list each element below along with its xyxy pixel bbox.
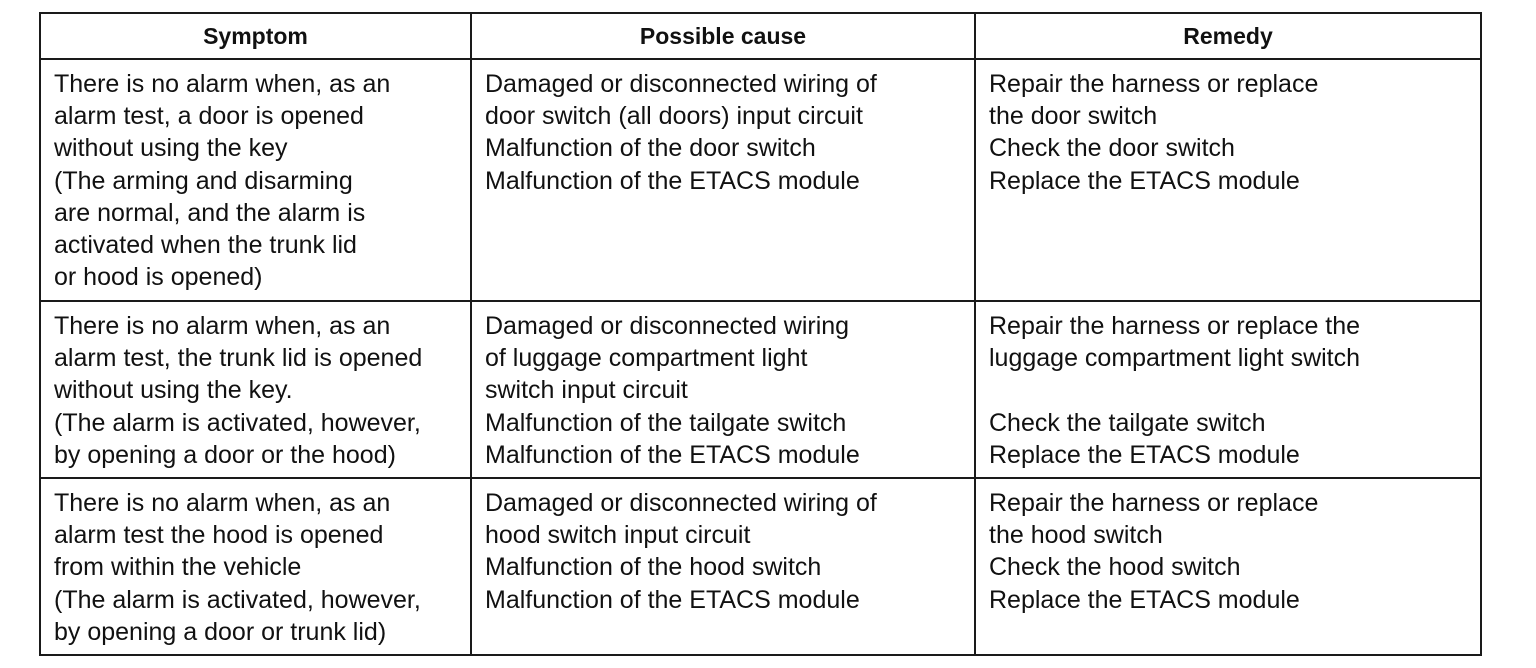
remedy-line: Check the tailgate switch [989, 408, 1266, 437]
remedy-line: Check the hood switch [989, 553, 1241, 582]
cause-cell [471, 478, 975, 655]
symptom-line: alarm test, a door is opened [54, 102, 364, 131]
cause-line: Damaged or disconnected wiring [485, 312, 850, 340]
table-body [40, 59, 1481, 655]
cause-line: switch input circuit [485, 376, 688, 405]
cause-line: Malfunction of the ETACS module [485, 440, 860, 469]
cause-line: of luggage compartment light [485, 344, 808, 373]
header-symptom: Symptom [40, 13, 471, 59]
remedy-line: Repair the harness or replace [989, 70, 1319, 98]
remedy-line: Replace the ETACS module [989, 166, 1300, 195]
remedy-line: luggage compartment light switch [989, 344, 1361, 373]
symptom-line: (The arming and disarming [54, 166, 353, 195]
remedy-line [989, 374, 1474, 406]
cause-line: Malfunction of the door switch [485, 134, 816, 163]
symptom-cell [40, 301, 471, 478]
header-possible-cause: Possible cause [471, 13, 975, 59]
cause-line: Malfunction of the ETACS module [485, 585, 860, 614]
remedy-line: Repair the harness or replace the [989, 312, 1361, 340]
symptom-line: activated when the trunk lid [54, 231, 357, 260]
table-row [40, 478, 1481, 655]
troubleshooting-table [39, 12, 1482, 656]
cause-line: door switch (all doors) input circuit [485, 102, 863, 131]
symptom-line: from within the vehicle [54, 553, 302, 582]
remedy-cell [975, 59, 1481, 301]
header-remedy: Remedy [975, 13, 1481, 59]
remedy-line: Replace the ETACS module [989, 585, 1300, 614]
symptom-line: alarm test the hood is opened [54, 521, 384, 550]
symptom-line: (The alarm is activated, however, [54, 585, 421, 614]
remedy-line: Check the door switch [989, 134, 1235, 163]
symptom-line: There is no alarm when, as an [54, 70, 391, 98]
symptom-line: by opening a door or the hood) [54, 440, 396, 469]
remedy-line: the hood switch [989, 521, 1163, 550]
table-row [40, 301, 1481, 478]
symptom-line: alarm test, the trunk lid is opened [54, 344, 423, 373]
remedy-line: the door switch [989, 102, 1158, 131]
remedy-line: Replace the ETACS module [989, 440, 1300, 469]
symptom-line: or hood is opened) [54, 263, 263, 292]
symptom-line: by opening a door or trunk lid) [54, 617, 387, 646]
table-row [40, 59, 1481, 301]
symptom-cell [40, 478, 471, 655]
symptom-line: without using the key [54, 134, 288, 163]
cause-cell [471, 301, 975, 478]
symptom-line: are normal, and the alarm is [54, 198, 366, 227]
table-header [40, 13, 1481, 59]
header-row [40, 13, 1481, 59]
cause-cell [471, 59, 975, 301]
remedy-cell [975, 478, 1481, 655]
symptom-line: There is no alarm when, as an [54, 312, 391, 340]
remedy-cell [975, 301, 1481, 478]
cause-line: hood switch input circuit [485, 521, 751, 550]
cause-line: Malfunction of the tailgate switch [485, 408, 847, 437]
symptom-cell [40, 59, 471, 301]
symptom-line: There is no alarm when, as an [54, 489, 391, 518]
cause-line: Damaged or disconnected wiring of [485, 70, 877, 98]
cause-line: Malfunction of the hood switch [485, 553, 822, 582]
remedy-line: Repair the harness or replace [989, 489, 1319, 518]
symptom-line: without using the key. [54, 376, 293, 405]
symptom-line: (The alarm is activated, however, [54, 408, 421, 437]
cause-line: Malfunction of the ETACS module [485, 166, 860, 195]
cause-line: Damaged or disconnected wiring of [485, 489, 877, 518]
